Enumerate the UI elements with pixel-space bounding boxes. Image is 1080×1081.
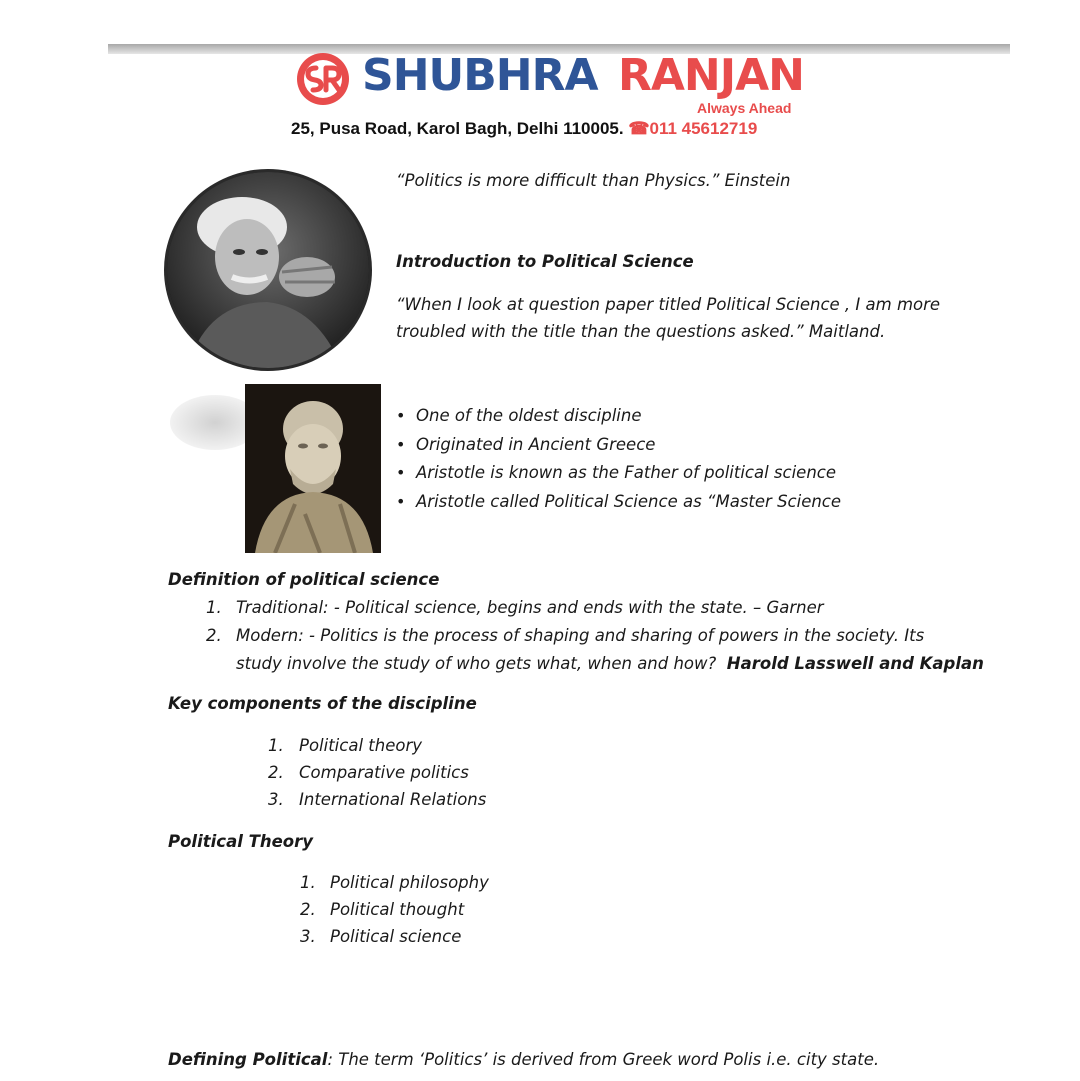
einstein-quote: “Politics is more difficult than Physics.” Einstein <box>396 171 791 190</box>
list-item: Political theory <box>299 736 423 755</box>
list-item: • Aristotle called Political Science as “Master Science <box>396 488 841 517</box>
defining-political-text: : The term ‘Politics’ is derived from Greek word Polis i.e. city state. <box>327 1050 880 1069</box>
phone-number: ☎011 45612719 <box>628 119 758 138</box>
definition-heading: Definition of political science <box>168 570 440 589</box>
definition-num-2: 2. <box>206 626 222 645</box>
list-item: Comparative politics <box>299 763 469 782</box>
intro-heading: Introduction to Political Science <box>396 252 694 271</box>
definition-modern-line2 <box>236 654 984 673</box>
list-item: • Originated in Ancient Greece <box>396 431 841 460</box>
definition-authors: Harold Lasswell and Kaplan <box>726 654 984 673</box>
definition-text: - Political science, begins and ends with the state. – Garner <box>328 598 824 617</box>
list-item: Political thought <box>330 900 465 919</box>
theory-num-2: 2. <box>300 900 316 919</box>
sr-logo-icon <box>296 52 350 106</box>
list-item: International Relations <box>299 790 487 809</box>
aristotle-bust <box>245 384 381 553</box>
list-item: • One of the oldest discipline <box>396 402 841 431</box>
maitland-quote-line1: “When I look at question paper titled Political Science , I am more <box>396 295 941 314</box>
key-num-2: 2. <box>268 763 284 782</box>
definition-item-traditional <box>236 598 824 617</box>
key-num-3: 3. <box>268 790 284 809</box>
brand-name-second: RANJAN <box>618 50 805 101</box>
aristotle-image <box>245 384 381 553</box>
definition-label: Traditional: <box>236 598 329 617</box>
theory-num-1: 1. <box>300 873 316 892</box>
key-num-1: 1. <box>268 736 284 755</box>
brand-tagline: Always Ahead <box>697 100 792 116</box>
address-text: 25, Pusa Road, Karol Bagh, Delhi 110005. <box>291 119 624 138</box>
list-item: Political philosophy <box>330 873 489 892</box>
address-line <box>291 119 757 139</box>
definition-item-modern <box>236 626 924 645</box>
definition-modern-text: study involve the study of who gets what, when and how? <box>236 654 717 673</box>
defining-political-label: Defining Political <box>168 1050 328 1069</box>
theory-num-3: 3. <box>300 927 316 946</box>
bullet-list <box>396 402 841 516</box>
list-item: • Aristotle is known as the Father of political science <box>396 459 841 488</box>
political-theory-heading: Political Theory <box>168 832 314 851</box>
definition-num-1: 1. <box>206 598 222 617</box>
einstein-portrait <box>167 172 369 368</box>
list-item: Political science <box>330 927 462 946</box>
brand-name-first: SHUBHRA <box>362 50 598 101</box>
definition-label: Modern: <box>236 626 304 645</box>
definition-text: - Politics is the process of shaping and sharing of powers in the society. Its <box>303 626 925 645</box>
einstein-image <box>167 172 369 368</box>
key-components-heading: Key components of the discipline <box>168 694 477 713</box>
defining-political <box>168 1050 879 1069</box>
maitland-quote-line2: troubled with the title than the questions asked.” Maitland. <box>396 322 886 341</box>
